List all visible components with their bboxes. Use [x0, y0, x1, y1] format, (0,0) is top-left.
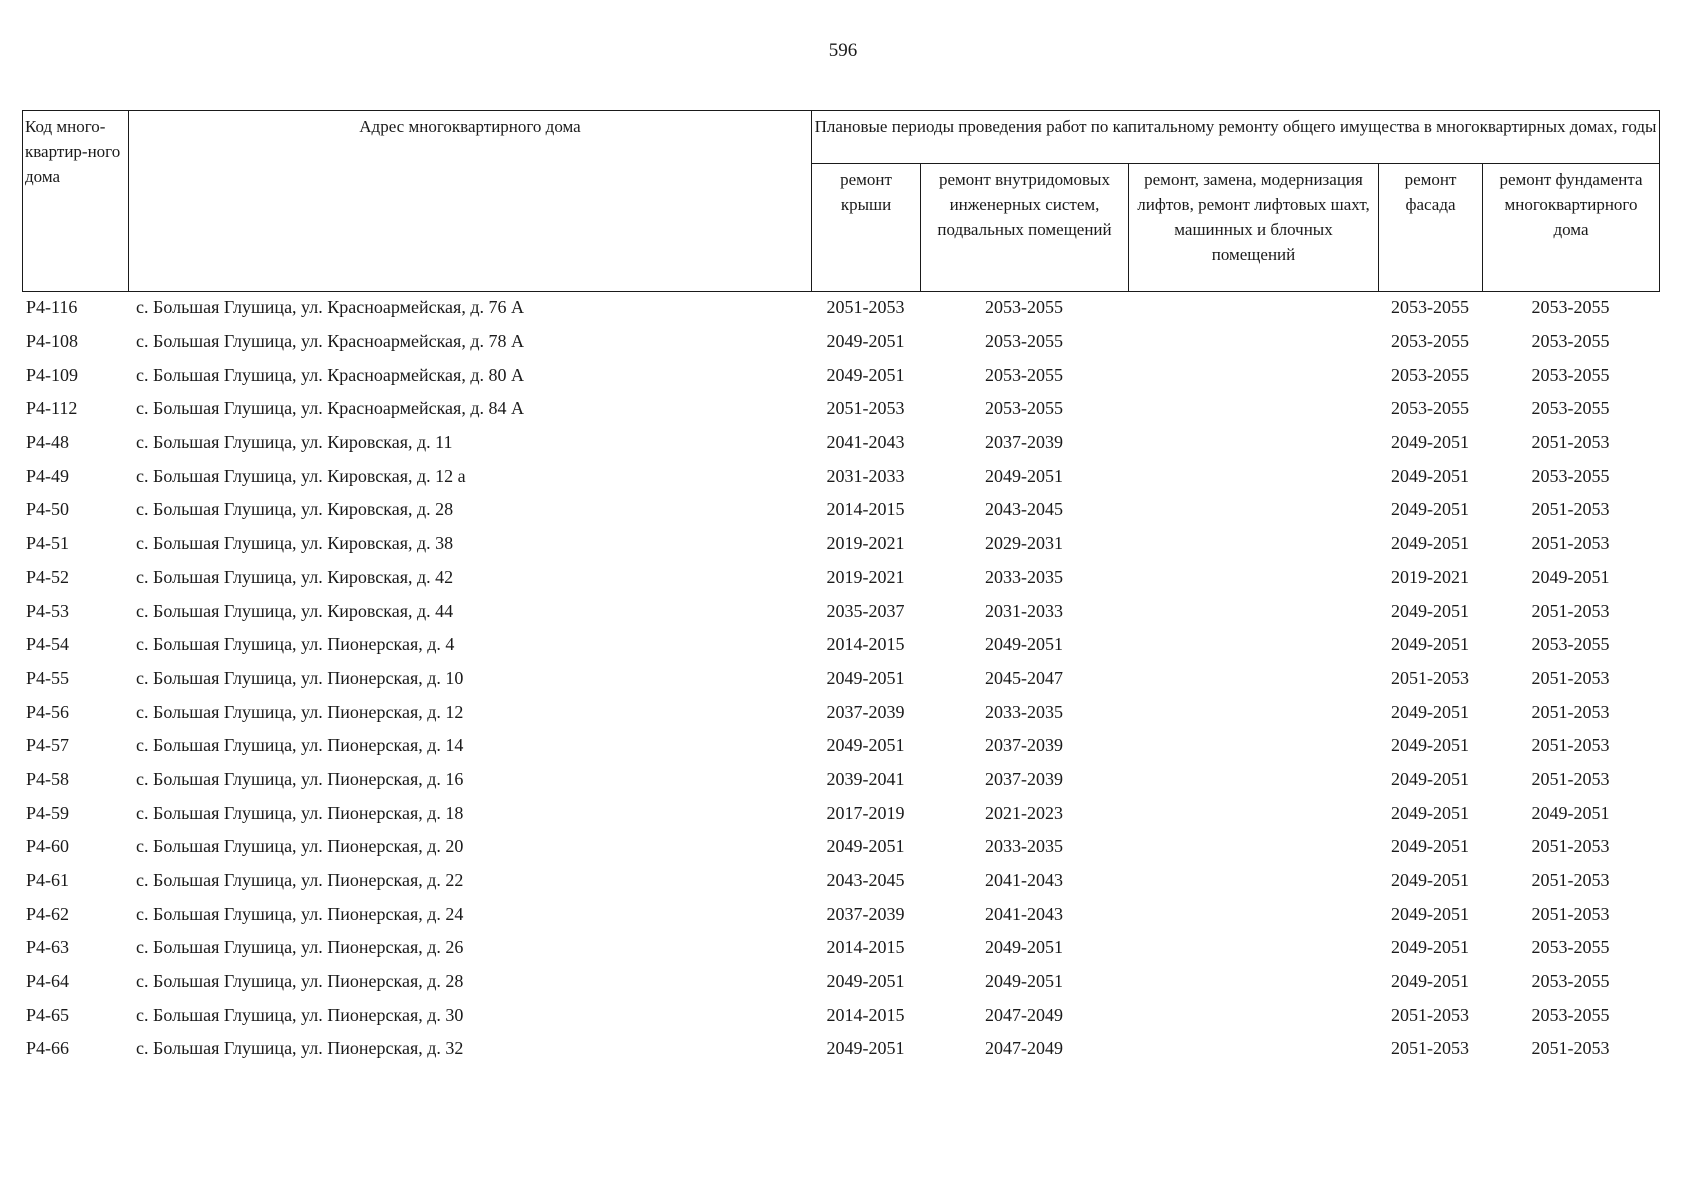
cell-systems: 2041-2043 — [985, 870, 1063, 891]
cell-facade: 2049-2051 — [1391, 735, 1469, 756]
cell-roof: 2049-2051 — [826, 1038, 905, 1059]
cell-foundation: 2049-2051 — [1531, 566, 1610, 587]
cell-facade: 2019-2021 — [1391, 566, 1469, 587]
cell-foundation: 2051-2053 — [1531, 701, 1610, 722]
cell-roof: 2035-2037 — [826, 600, 905, 621]
cell-code: Р4-63 — [26, 937, 70, 958]
cell-systems: 2033-2035 — [985, 836, 1063, 857]
cell-roof: 2049-2051 — [826, 331, 905, 352]
cell-facade: 2053-2055 — [1391, 297, 1469, 318]
table-row — [22, 493, 1659, 527]
cell-systems: 2037-2039 — [985, 768, 1063, 789]
cell-code: Р4-52 — [26, 566, 70, 587]
cell-systems: 2053-2055 — [985, 297, 1063, 318]
cell-code: Р4-66 — [26, 1038, 70, 1059]
cell-code: Р4-58 — [26, 768, 70, 789]
table-row — [22, 459, 1659, 493]
cell-facade: 2049-2051 — [1391, 937, 1469, 958]
table-row — [22, 358, 1659, 392]
cell-address: с. Большая Глушица, ул. Красноармейская, д. 78 А — [136, 331, 524, 352]
table-header — [22, 110, 1660, 292]
cell-facade: 2049-2051 — [1391, 465, 1469, 486]
cell-address: с. Большая Глушица, ул. Кировская, д. 11 — [136, 432, 453, 453]
cell-elevators — [1128, 662, 1378, 696]
cell-systems: 2049-2051 — [985, 634, 1063, 655]
table-row — [22, 594, 1659, 628]
cell-systems: 2043-2045 — [985, 499, 1063, 520]
cell-code: Р4-116 — [26, 297, 78, 318]
cell-systems: 2029-2031 — [985, 533, 1063, 554]
table-row — [22, 561, 1659, 595]
column-header-facade: ремонт фасада — [1379, 164, 1483, 292]
cell-code: Р4-57 — [26, 735, 70, 756]
cell-systems: 2053-2055 — [985, 364, 1063, 385]
cell-facade: 2049-2051 — [1391, 903, 1469, 924]
column-header-address: Адрес многоквартирного дома — [129, 111, 812, 292]
cell-address: с. Большая Глушица, ул. Пионерская, д. 14 — [136, 735, 464, 756]
cell-foundation: 2053-2055 — [1531, 937, 1610, 958]
cell-elevators — [1128, 291, 1378, 325]
cell-systems: 2049-2051 — [985, 971, 1063, 992]
cell-code: Р4-48 — [26, 432, 70, 453]
cell-systems: 2037-2039 — [985, 432, 1063, 453]
table-row — [22, 965, 1659, 999]
cell-address: с. Большая Глушица, ул. Красноармейская, д. 80 А — [136, 364, 524, 385]
cell-systems: 2037-2039 — [985, 735, 1063, 756]
cell-code: Р4-61 — [26, 870, 70, 891]
table-row — [22, 527, 1659, 561]
cell-code: Р4-62 — [26, 903, 70, 924]
cell-address: с. Большая Глушица, ул. Пионерская, д. 18 — [136, 802, 464, 823]
cell-address: с. Большая Глушица, ул. Кировская, д. 12 а — [136, 465, 466, 486]
cell-elevators — [1128, 459, 1378, 493]
cell-systems: 2049-2051 — [985, 937, 1063, 958]
cell-elevators — [1128, 392, 1378, 426]
cell-elevators — [1128, 527, 1378, 561]
cell-facade: 2049-2051 — [1391, 533, 1469, 554]
cell-code: Р4-59 — [26, 802, 70, 823]
cell-roof: 2049-2051 — [826, 364, 905, 385]
cell-code: Р4-60 — [26, 836, 70, 857]
cell-elevators — [1128, 965, 1378, 999]
cell-elevators — [1128, 931, 1378, 965]
cell-code: Р4-53 — [26, 600, 70, 621]
table-row — [22, 1032, 1659, 1066]
cell-systems: 2033-2035 — [985, 701, 1063, 722]
cell-roof: 2039-2041 — [826, 768, 905, 789]
cell-facade: 2049-2051 — [1391, 499, 1469, 520]
cell-elevators — [1128, 998, 1378, 1032]
cell-elevators — [1128, 695, 1378, 729]
cell-address: с. Большая Глушица, ул. Пионерская, д. 30 — [136, 1004, 464, 1025]
cell-roof: 2049-2051 — [826, 836, 905, 857]
cell-code: Р4-64 — [26, 971, 70, 992]
cell-facade: 2053-2055 — [1391, 364, 1469, 385]
cell-foundation: 2051-2053 — [1531, 600, 1610, 621]
cell-systems: 2053-2055 — [985, 331, 1063, 352]
cell-address: с. Большая Глушица, ул. Кировская, д. 38 — [136, 533, 454, 554]
cell-roof: 2019-2021 — [826, 533, 905, 554]
cell-facade: 2051-2053 — [1391, 667, 1469, 688]
table-row — [22, 392, 1659, 426]
cell-foundation: 2051-2053 — [1531, 870, 1610, 891]
cell-foundation: 2051-2053 — [1531, 903, 1610, 924]
cell-facade: 2049-2051 — [1391, 701, 1469, 722]
cell-elevators — [1128, 594, 1378, 628]
cell-code: Р4-108 — [26, 331, 79, 352]
cell-foundation: 2053-2055 — [1531, 1004, 1610, 1025]
cell-roof: 2049-2051 — [826, 971, 905, 992]
column-header-elevators: ремонт, замена, модернизация лифтов, ремонт лифтовых шахт, машинных и блочных помещений — [1129, 164, 1379, 292]
cell-address: с. Большая Глушица, ул. Пионерская, д. 12 — [136, 701, 464, 722]
cell-roof: 2037-2039 — [826, 903, 905, 924]
table-row — [22, 897, 1659, 931]
column-header-roof: ремонт крыши — [812, 164, 921, 292]
cell-systems: 2053-2055 — [985, 398, 1063, 419]
cell-facade: 2049-2051 — [1391, 971, 1469, 992]
cell-address: с. Большая Глушица, ул. Кировская, д. 28 — [136, 499, 454, 520]
cell-roof: 2051-2053 — [826, 398, 905, 419]
cell-elevators — [1128, 628, 1378, 662]
cell-systems: 2021-2023 — [985, 802, 1063, 823]
cell-elevators — [1128, 493, 1378, 527]
cell-roof: 2014-2015 — [826, 937, 905, 958]
cell-foundation: 2051-2053 — [1531, 836, 1610, 857]
cell-foundation: 2051-2053 — [1531, 735, 1610, 756]
cell-code: Р4-55 — [26, 667, 70, 688]
cell-foundation: 2053-2055 — [1531, 297, 1610, 318]
cell-elevators — [1128, 729, 1378, 763]
cell-code: Р4-65 — [26, 1004, 70, 1025]
cell-address: с. Большая Глушица, ул. Пионерская, д. 28 — [136, 971, 464, 992]
cell-code: Р4-50 — [26, 499, 70, 520]
cell-foundation: 2051-2053 — [1531, 533, 1610, 554]
cell-roof: 2017-2019 — [826, 802, 905, 823]
cell-address: с. Большая Глушица, ул. Кировская, д. 42 — [136, 566, 454, 587]
cell-elevators — [1128, 358, 1378, 392]
cell-roof: 2019-2021 — [826, 566, 905, 587]
cell-code: Р4-112 — [26, 398, 78, 419]
page-number: 596 — [828, 40, 858, 61]
cell-address: с. Большая Глушица, ул. Красноармейская, д. 76 А — [136, 297, 524, 318]
table-row — [22, 931, 1659, 965]
cell-address: с. Большая Глушица, ул. Красноармейская, д. 84 А — [136, 398, 524, 419]
table-body — [22, 291, 1659, 1066]
table-row — [22, 426, 1659, 460]
cell-foundation: 2051-2053 — [1531, 1038, 1610, 1059]
cell-systems: 2033-2035 — [985, 566, 1063, 587]
table-row — [22, 763, 1659, 797]
cell-foundation: 2049-2051 — [1531, 802, 1610, 823]
table-row — [22, 830, 1659, 864]
cell-roof: 2043-2045 — [826, 870, 905, 891]
table-row — [22, 325, 1659, 359]
cell-code: Р4-54 — [26, 634, 70, 655]
cell-facade: 2049-2051 — [1391, 600, 1469, 621]
cell-roof: 2049-2051 — [826, 735, 905, 756]
cell-roof: 2014-2015 — [826, 634, 905, 655]
cell-foundation: 2053-2055 — [1531, 331, 1610, 352]
cell-facade: 2049-2051 — [1391, 432, 1469, 453]
cell-elevators — [1128, 325, 1378, 359]
cell-elevators — [1128, 1032, 1378, 1066]
cell-foundation: 2051-2053 — [1531, 432, 1610, 453]
cell-roof: 2014-2015 — [826, 499, 905, 520]
cell-code: Р4-109 — [26, 364, 79, 385]
cell-facade: 2051-2053 — [1391, 1004, 1469, 1025]
cell-elevators — [1128, 830, 1378, 864]
table-row — [22, 291, 1659, 325]
cell-address: с. Большая Глушица, ул. Пионерская, д. 16 — [136, 768, 464, 789]
cell-foundation: 2051-2053 — [1531, 499, 1610, 520]
cell-foundation: 2053-2055 — [1531, 971, 1610, 992]
cell-address: с. Большая Глушица, ул. Пионерская, д. 32 — [136, 1038, 464, 1059]
cell-elevators — [1128, 763, 1378, 797]
cell-foundation: 2053-2055 — [1531, 465, 1610, 486]
table-row — [22, 662, 1659, 696]
cell-roof: 2014-2015 — [826, 1004, 905, 1025]
cell-foundation: 2053-2055 — [1531, 398, 1610, 419]
cell-facade: 2049-2051 — [1391, 802, 1469, 823]
cell-foundation: 2051-2053 — [1531, 768, 1610, 789]
cell-facade: 2049-2051 — [1391, 768, 1469, 789]
cell-address: с. Большая Глушица, ул. Пионерская, д. 24 — [136, 903, 464, 924]
cell-systems: 2045-2047 — [985, 667, 1063, 688]
column-header-foundation: ремонт фундамента многоквартирного дома — [1483, 164, 1660, 292]
column-header-systems: ремонт внутридомовых инженерных систем, подвальных помещений — [921, 164, 1129, 292]
cell-elevators — [1128, 864, 1378, 898]
cell-foundation: 2051-2053 — [1531, 667, 1610, 688]
cell-facade: 2049-2051 — [1391, 870, 1469, 891]
cell-facade: 2051-2053 — [1391, 1038, 1469, 1059]
cell-systems: 2031-2033 — [985, 600, 1063, 621]
cell-address: с. Большая Глушица, ул. Пионерская, д. 10 — [136, 667, 464, 688]
cell-facade: 2049-2051 — [1391, 634, 1469, 655]
cell-address: с. Большая Глушица, ул. Пионерская, д. 26 — [136, 937, 464, 958]
cell-systems: 2049-2051 — [985, 465, 1063, 486]
cell-address: с. Большая Глушица, ул. Пионерская, д. 4 — [136, 634, 455, 655]
cell-code: Р4-56 — [26, 701, 70, 722]
cell-roof: 2041-2043 — [826, 432, 905, 453]
cell-roof: 2049-2051 — [826, 667, 905, 688]
table-row — [22, 729, 1659, 763]
cell-roof: 2051-2053 — [826, 297, 905, 318]
cell-address: с. Большая Глушица, ул. Пионерская, д. 20 — [136, 836, 464, 857]
cell-elevators — [1128, 561, 1378, 595]
cell-facade: 2053-2055 — [1391, 398, 1469, 419]
table-row — [22, 695, 1659, 729]
column-header-periods-group: Плановые периоды проведения работ по капитальному ремонту общего имущества в многоквартирных домах, годы — [812, 111, 1660, 164]
column-header-code: Код много-квартир-ного дома — [23, 111, 129, 292]
cell-roof: 2031-2033 — [826, 465, 905, 486]
cell-facade: 2049-2051 — [1391, 836, 1469, 857]
cell-foundation: 2053-2055 — [1531, 634, 1610, 655]
table-row — [22, 998, 1659, 1032]
cell-code: Р4-49 — [26, 465, 70, 486]
cell-address: с. Большая Глушица, ул. Пионерская, д. 22 — [136, 870, 464, 891]
cell-systems: 2041-2043 — [985, 903, 1063, 924]
cell-roof: 2037-2039 — [826, 701, 905, 722]
cell-address: с. Большая Глушица, ул. Кировская, д. 44 — [136, 600, 454, 621]
cell-elevators — [1128, 796, 1378, 830]
table-row — [22, 628, 1659, 662]
cell-systems: 2047-2049 — [985, 1004, 1063, 1025]
cell-elevators — [1128, 426, 1378, 460]
table-row — [22, 864, 1659, 898]
cell-facade: 2053-2055 — [1391, 331, 1469, 352]
cell-code: Р4-51 — [26, 533, 70, 554]
cell-elevators — [1128, 897, 1378, 931]
table-row — [22, 796, 1659, 830]
cell-systems: 2047-2049 — [985, 1038, 1063, 1059]
cell-foundation: 2053-2055 — [1531, 364, 1610, 385]
